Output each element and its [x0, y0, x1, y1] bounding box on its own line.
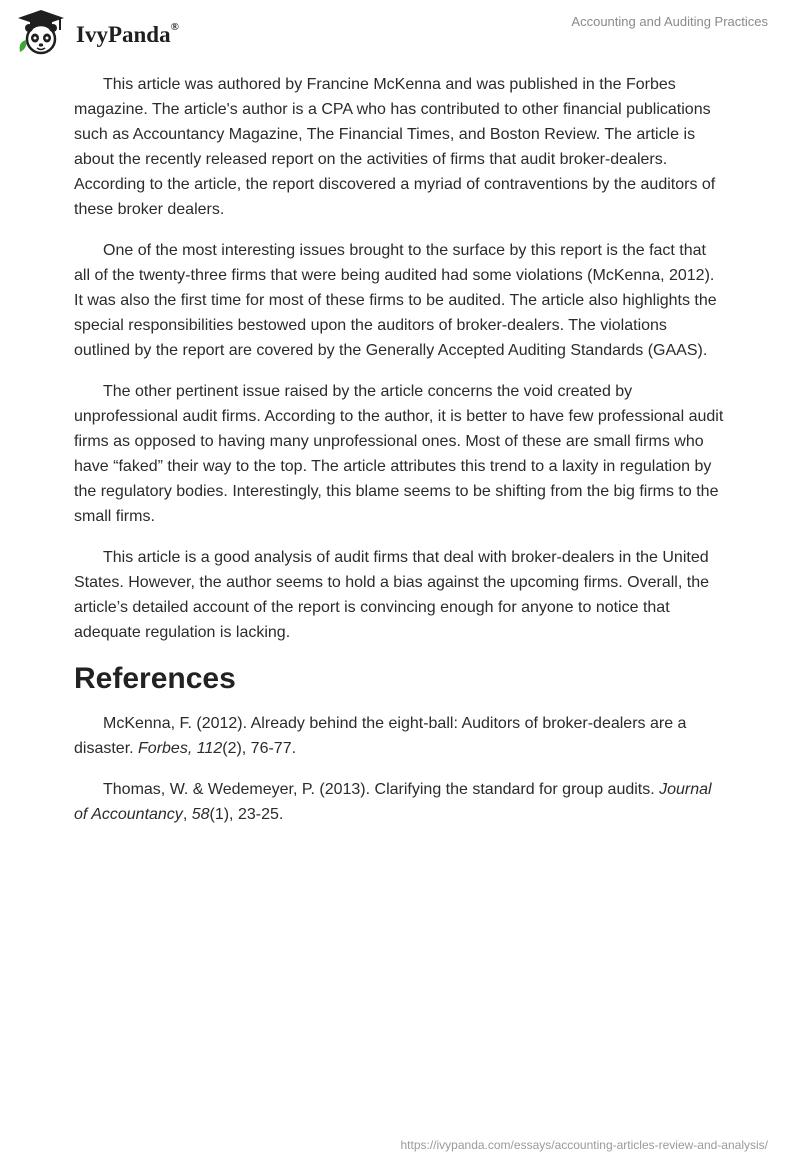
references-heading: References: [74, 662, 236, 695]
ivypanda-logo[interactable]: [14, 8, 224, 56]
brand-name: IvyPanda®: [76, 21, 179, 47]
document-title: Accounting and Auditing Practices: [571, 14, 768, 29]
body-paragraph: This article was authored by Francine McKenna and was published in the Forbes magazine. The article's author is a CPA who has contributed to other financial publications such as Accountancy Magazine, The Financial Times, and Boston Review. The article is about the recently released report on the activities of firms that audit broker-dealers. According to the article, the report discovered a myriad of contraventions by the auditors of these broker dealers.: [74, 76, 716, 218]
source-url[interactable]: https://ivypanda.com/essays/accounting-articles-review-and-analysis/: [400, 1138, 768, 1152]
body-paragraph: This article is a good analysis of audit firms that deal with broker-dealers in the United States. However, the author seems to hold a bias against the upcoming firms. Overall, the article’s detailed account of the report is convincing enough for anyone to notice that adequate regulation is lacking.: [74, 549, 709, 641]
page-header: [0, 0, 800, 60]
body-paragraph: One of the most interesting issues brought to the surface by this report is the fact that all of the twenty-three firms that were being audited had some violations (McKenna, 2012). It was also the first time for most of these firms to be audited. The article also highlights the special responsibilities bestowed upon the auditors of broker-dealers. The violations outlined by the report are covered by the Generally Accepted Auditing Standards (GAAS).: [74, 242, 717, 359]
reference-item: Thomas, W. & Wedemeyer, P. (2013). Clarifying the standard for group audits. Journal of Accountancy, 58(1), 23-25.: [74, 781, 712, 823]
body-paragraph: The other pertinent issue raised by the article concerns the void created by unprofessional audit firms. According to the author, it is better to have few professional audit firms as opposed to having many unprofessional ones. Most of these are small firms who have “faked” their way to the top. The article attributes this trend to a laxity in regulation by the regulatory bodies. Interestingly, this blame seems to be shifting from the big firms to the small firms.: [74, 383, 724, 525]
essay-body: [74, 72, 726, 843]
reference-item: McKenna, F. (2012). Already behind the eight-ball: Auditors of broker-dealers are a disaster. Forbes, 112(2), 76-77.: [74, 715, 687, 757]
panda-graduate-icon: [14, 8, 68, 56]
